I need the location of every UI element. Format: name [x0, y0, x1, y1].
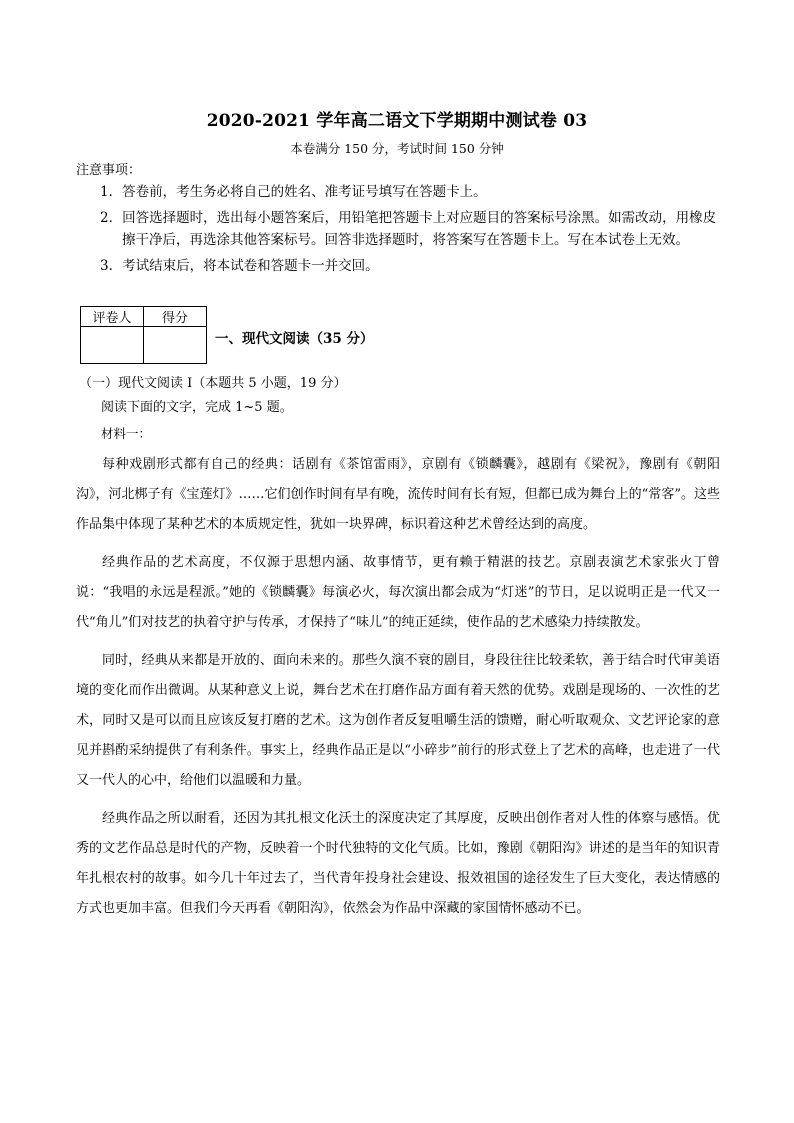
notice-heading: 注意事项： [76, 163, 142, 178]
material-label: 材料一： [101, 426, 152, 441]
passage-paragraph-3: 同时，经典从来都是开放的、面向未来的。那些久演不衰的剧目，身段往往比较柔软，善于结合时代审美语境的变化而作出微调。从某种意义上说，舞台艺术在打磨作品方面有着天然的优势。戏剧是现场的、一次性的艺术，同时又是可以而且应该反复打磨的艺术。这为创作者反复咀嚼生活的馈赠，耐心听取观众、文艺评论家的意见并斟酌采纳提供了有利条件。事实上，经典作品正是以“小碎步”前行的形式登上了艺术的高峰，也走进了一代又一代人的心中，给他们以温暖和力量。 [76, 653, 720, 788]
reading-instruction: 阅读下面的文字，完成 1~5 题。 [101, 400, 293, 415]
score-cell [144, 327, 207, 364]
exam-subtitle: 本卷满分 150 分，考试时间 150 分钟 [290, 141, 504, 156]
grader-cell [81, 327, 144, 364]
section-title: 一、现代文阅读（35 分） [215, 331, 374, 347]
passage-paragraph-2: 经典作品的艺术高度，不仅源于思想内涵、故事情节，更有赖于精湛的技艺。京剧表演艺术家张火丁曾说：“我唱的永远是程派。”她的《锁麟囊》每演必火，每次演出都会成为“灯迷”的节日，足以说明正是一代又一代“角儿”们对技艺的执着守护与传承，才保持了“味儿”的纯正延续，使作品的艺术感染力持续散发。 [76, 555, 720, 630]
grader-score-table [80, 306, 207, 364]
passage-paragraph-1: 每种戏剧形式都有自己的经典：话剧有《茶馆雷雨》，京剧有《锁麟囊》，越剧有《梁祝》，豫剧有《朝阳沟》，河北梆子有《宝莲灯》……它们创作时间有早有晚，流传时间有长有短，但都已成为舞台上的“常客”。这些作品集中体现了某种艺术的本质规定性，犹如一块界碑，标识着这种艺术曾经达到的高度。 [76, 457, 720, 532]
score-header: 得分 [144, 307, 207, 327]
passage-paragraph-4: 经典作品之所以耐看，还因为其扎根文化沃土的深度决定了其厚度，反映出创作者对人性的体察与感悟。优秀的文艺作品总是时代的产物，反映着一个时代独特的文化气质。比如，豫剧《朝阳沟》讲述的是当年的知识青年扎根农村的故事。如今几十年过去了，当代青年投身社会建设、报效祖国的途径发生了巨大变化，表达情感的方式也更加丰富。但我们今天再看《朝阳沟》，依然会为作品中深藏的家国情怀感动不已。 [76, 811, 720, 916]
notice-list [76, 181, 726, 277]
grader-header: 评卷人 [81, 307, 144, 327]
exam-title: 2020-2021 学年高二语文下学期期中测试卷 03 [206, 111, 588, 131]
passage-body [76, 450, 720, 932]
notice-item-3: 3．考试结束后，将本试卷和答题卡一并交回。 [100, 258, 379, 274]
notice-item-1: 1．答卷前，考生务必将自己的姓名、准考证号填写在答题卡上。 [100, 184, 487, 200]
sub-section-heading: （一）现代文阅读 I（本题共 5 小题，19 分） [79, 376, 347, 391]
notice-item-2: 2．回答选择题时，选出每小题答案后，用铅笔把答题卡上对应题目的答案标号涂黑。如需改动，用橡皮擦干净后，再选涂其他答案标号。回答非选择题时，将答案写在答题卡上。写在本试卷上无效。 [100, 210, 717, 248]
